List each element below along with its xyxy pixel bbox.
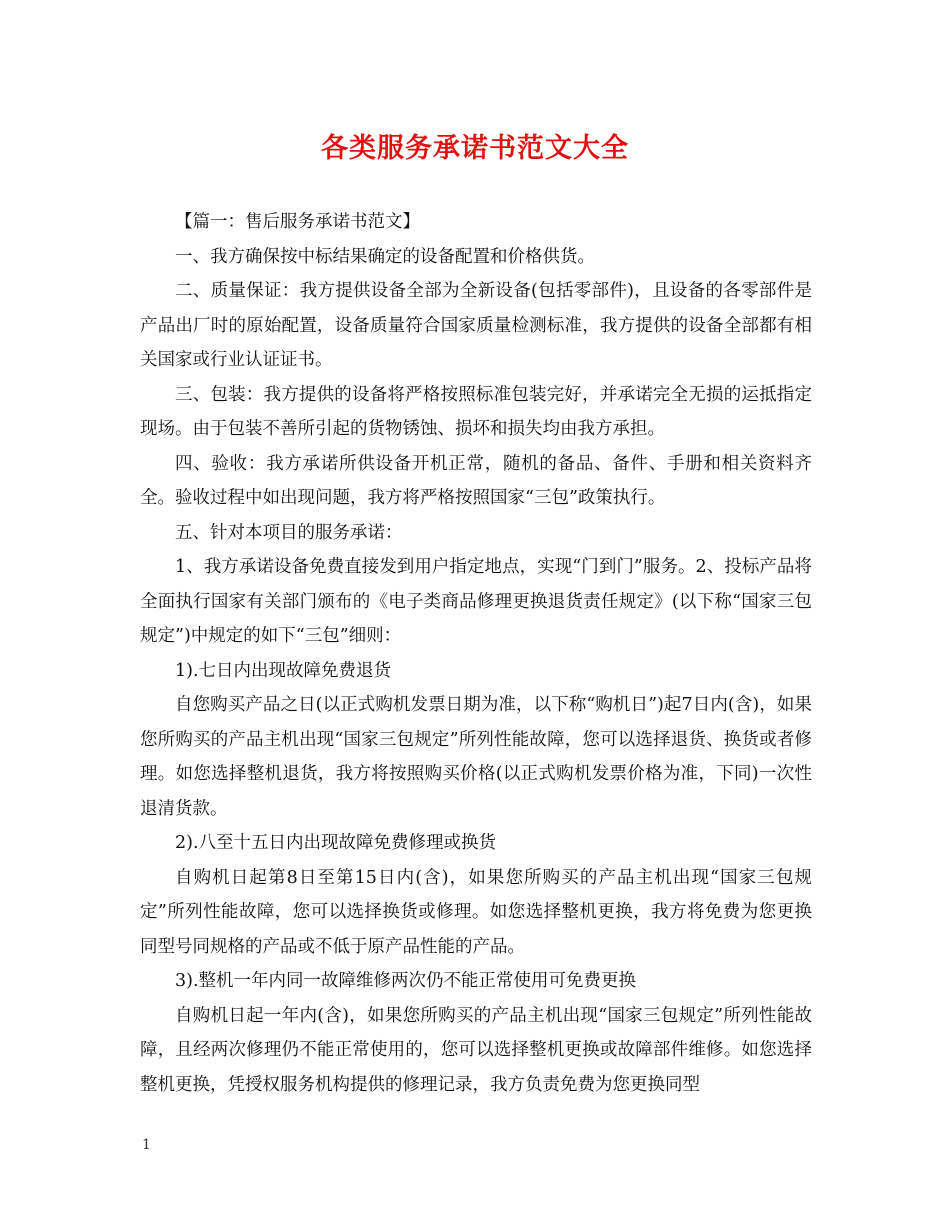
paragraph: 五、针对本项目的服务承诺： — [175, 522, 403, 543]
paragraph: 自购机日起一年内(含)，如果您所购买的产品主机出现“国家三包规定”所列性能故障，且经两次修理仍不能正常使用的，您可以选择整机更换或故障部件维修。如您选择整机更换，凭授权服务机构提供的修理记录，我方负责免费为您更换同型 — [140, 1005, 812, 1095]
paragraph: 四、验收：我方承诺所供设备开机正常，随机的备品、备件、手册和相关资料齐全。验收过程中如出现问题，我方将严格按照国家“三包”政策执行。 — [140, 453, 812, 508]
page-number: 1 — [142, 1137, 151, 1153]
paragraph: 一、我方确保按中标结果确定的设备配置和价格供货。 — [175, 246, 595, 267]
paragraph: 1、我方承诺设备免费直接发到用户指定地点，实现“门到门”服务。2、投标产品将全面执行国家有关部门颁布的《电子类商品修理更换退货责任规定》(以下称“国家三包规定”)中规定的如下“三包”细则： — [140, 557, 812, 646]
document-title: 各类服务承诺书范文大全 — [321, 133, 629, 164]
subheading: 3).整机一年内同一故障维修两次仍不能正常使用可免费更换 — [175, 971, 637, 991]
document-body — [140, 205, 812, 1102]
subheading: 2).八至十五日内出现故障免费修理或换货 — [175, 833, 497, 853]
paragraph: 二、质量保证：我方提供设备全部为全新设备(包括零部件)，且设备的各零部件是产品出厂时的原始配置，设备质量符合国家质量检测标准，我方提供的设备全部都有相关国家或行业认证证书。 — [140, 281, 812, 370]
paragraph: 自您购买产品之日(以正式购机发票日期为准，以下称“购机日”)起7日内(含)，如果您所购买的产品主机出现“国家三包规定”所列性能故障，您可以选择退货、换货或者修理。如您选择整机退货，我方将按照购买价格(以正式购机发票价格为准，下同)一次性退清货款。 — [140, 695, 812, 819]
subheading: 1).七日内出现故障免费退货 — [175, 660, 392, 681]
section-heading: 【篇一：售后服务承诺书范文】 — [175, 212, 420, 232]
paragraph: 三、包装：我方提供的设备将严格按照标准包装完好，并承诺完全无损的运抵指定现场。由于包装不善所引起的货物锈蚀、损坏和损失均由我方承担。 — [140, 384, 812, 439]
paragraph: 自购机日起第8日至第15日内(含)，如果您所购买的产品主机出现“国家三包规定”所列性能故障，您可以选择换货或修理。如您选择整机更换，我方将免费为您更换同型号同规格的产品或不低于原产品性能的产品。 — [140, 867, 812, 957]
